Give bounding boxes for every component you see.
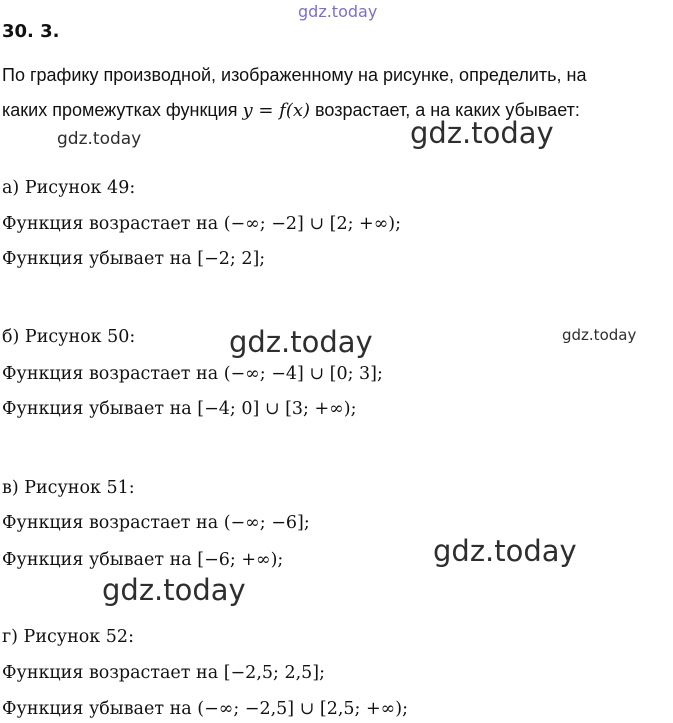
watermark: gdz.today [433,534,577,568]
part-b-increases: Функция возрастает на (−∞; −4] ∪ [0; 3]; [2,364,383,384]
prompt-text: возрастает, а на каких убывает: [310,100,580,120]
part-c-label: в) Рисунок 51: [2,478,135,498]
part-c-increases: Функция возрастает на (−∞; −6]; [2,513,310,533]
problem-number: 30. 3. [2,21,60,42]
part-b-decreases: Функция убывает на [−4; 0] ∪ [3; +∞); [2,399,357,419]
part-b-label: б) Рисунок 50: [2,327,136,347]
part-a-label: а) Рисунок 49: [2,178,136,198]
part-d-decreases: Функция убывает на (−∞; −2,5] ∪ [2,5; +∞); [2,699,408,719]
part-d-label: г) Рисунок 52: [2,627,134,647]
watermark: gdz.today [102,573,246,607]
watermark: gdz.today [229,325,373,359]
prompt-text: каких промежутках функция [2,100,243,120]
watermark: gdz.today [562,326,637,344]
part-c-decreases: Функция убывает на [−6; +∞); [2,550,284,570]
part-a-increases: Функция возрастает на (−∞; −2] ∪ [2; +∞); [2,214,402,234]
problem-prompt-line-2 [2,99,580,122]
watermark-top: gdz.today [298,2,378,21]
watermark: gdz.today [57,129,142,149]
problem-prompt-line-1: По графику производной, изображенному на рисунке, определить, на [2,65,587,85]
watermark: gdz.today [410,116,554,150]
function-notation: y = f(x) [242,100,311,121]
part-d-increases: Функция возрастает на [−2,5; 2,5]; [2,663,326,683]
part-a-decreases: Функция убывает на [−2; 2]; [2,249,266,269]
